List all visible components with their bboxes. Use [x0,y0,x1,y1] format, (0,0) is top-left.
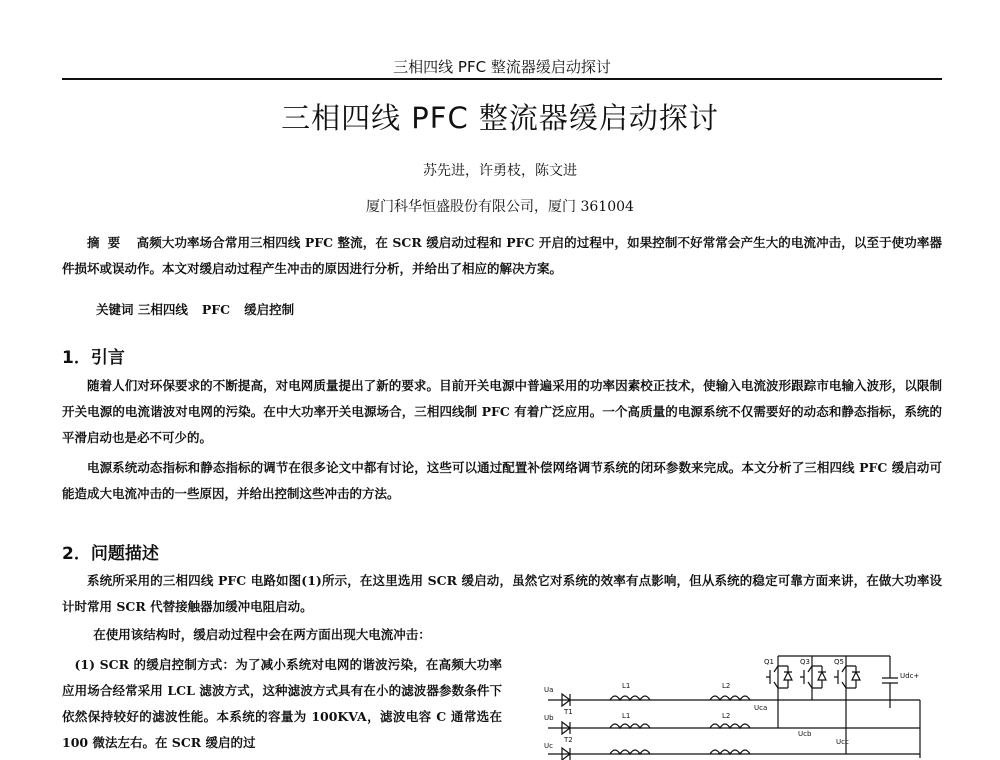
label-udc: Udc+ [900,672,920,680]
abstract-text: 高频大功率场合常用三相四线 PFC 整流，在 SCR 缓启动过程和 PFC 开启的过程中，如果控制不好常常会产生大的电流冲击，以至于使功率器件损坏或误动作。本文对缓启动过程产生冲击的原因进行分析，并给出了相应的解决方案。 [62,235,942,276]
problem-paragraph-2: 在使用该结构时，缓启动过程中会在两方面出现大电流冲击： [93,627,431,642]
problem-item-1: (1) SCR 的缓启控制方式：为了减小系统对电网的谐波污染，在高频大功率应用场合经常采用 LCL 滤波方式，这种滤波方式具有在小的滤波器参数条件下依然保持较好的滤波性能。本系统的容量为 100KVA，滤波电容 C 通常选在 100 微法左右。在 SCR 缓启的过 [62,657,502,750]
circuit-figure [540,648,960,760]
label-l1-top: L1 [622,682,631,690]
label-q1: Q1 [764,658,774,666]
label-ucb: Ucb [798,730,812,738]
intro-paragraph-1: 随着人们对环保要求的不断提高，对电网质量提出了新的要求。目前开关电源中普遍采用的功率因素校正技术，使输入电流波形跟踪市电输入波形，以限制开关电源的电流谐波对电网的污染。在中大功率开关电源场合，三相四线制 PFC 有着广泛应用。一个高质量的电源系统不仅需要好的动态和静态指标，系统的平滑启动也是必不可少的。 [62,378,942,445]
igbt-q3 [800,666,812,688]
diode-q3 [812,666,826,688]
label-l2-top: L2 [722,682,731,690]
label-l1-mid: L1 [622,712,631,720]
running-header: 三相四线 PFC 整流器缓启动探讨 [393,58,611,76]
label-uc: Uc [544,742,553,750]
label-uca: Uca [754,704,768,712]
igbt-q1 [766,666,778,688]
intro-paragraph-2: 电源系统动态指标和静态指标的调节在很多论文中都有讨论，这些可以通过配置补偿网络调节系统的闭环参数来完成。本文分析了三相四线 PFC 缓启动可能造成大电流冲击的一些原因，并给出控制这些冲击的方法。 [62,460,942,501]
problem-paragraph-1: 系统所采用的三相四线 PFC 电路如图(1)所示，在这里选用 SCR 缓启动，虽然它对系统的效率有点影响，但从系统的稳定可靠方面来讲，在做大功率设计时常用 SCR 代替接触器加缓冲电阻启动。 [62,573,942,614]
label-q5: Q5 [834,658,844,666]
diode-q5 [846,666,860,688]
abstract [62,230,942,282]
label-l2-mid: L2 [722,712,731,720]
keywords-label: 关键词 [96,302,134,317]
keyword-item: PFC [201,302,231,317]
keyword-item: 缓启控制 [244,302,295,317]
keyword-item: 三相四线 [137,302,188,317]
problem-column-text [62,652,502,756]
diode-q1 [778,666,792,688]
keywords [96,300,294,318]
affiliation: 厦门科华恒盛股份有限公司，厦门 361004 [366,199,634,215]
section-heading-intro: 1．引言 [62,348,125,368]
label-ua: Ua [544,686,554,694]
section-heading-problem: 2．问题描述 [62,544,159,564]
label-q3: Q3 [800,658,810,666]
paper-title: 三相四线 PFC 整流器缓启动探讨 [281,101,719,135]
label-t2: T2 [564,736,573,744]
label-t1: T1 [564,708,573,716]
igbt-q5 [834,666,846,688]
abstract-label: 摘要 [87,235,129,250]
authors: 苏先进，许勇枝，陈文进 [423,163,577,179]
label-ub: Ub [544,714,554,722]
header-rule [62,78,942,80]
label-ucc: Ucc [836,738,849,746]
